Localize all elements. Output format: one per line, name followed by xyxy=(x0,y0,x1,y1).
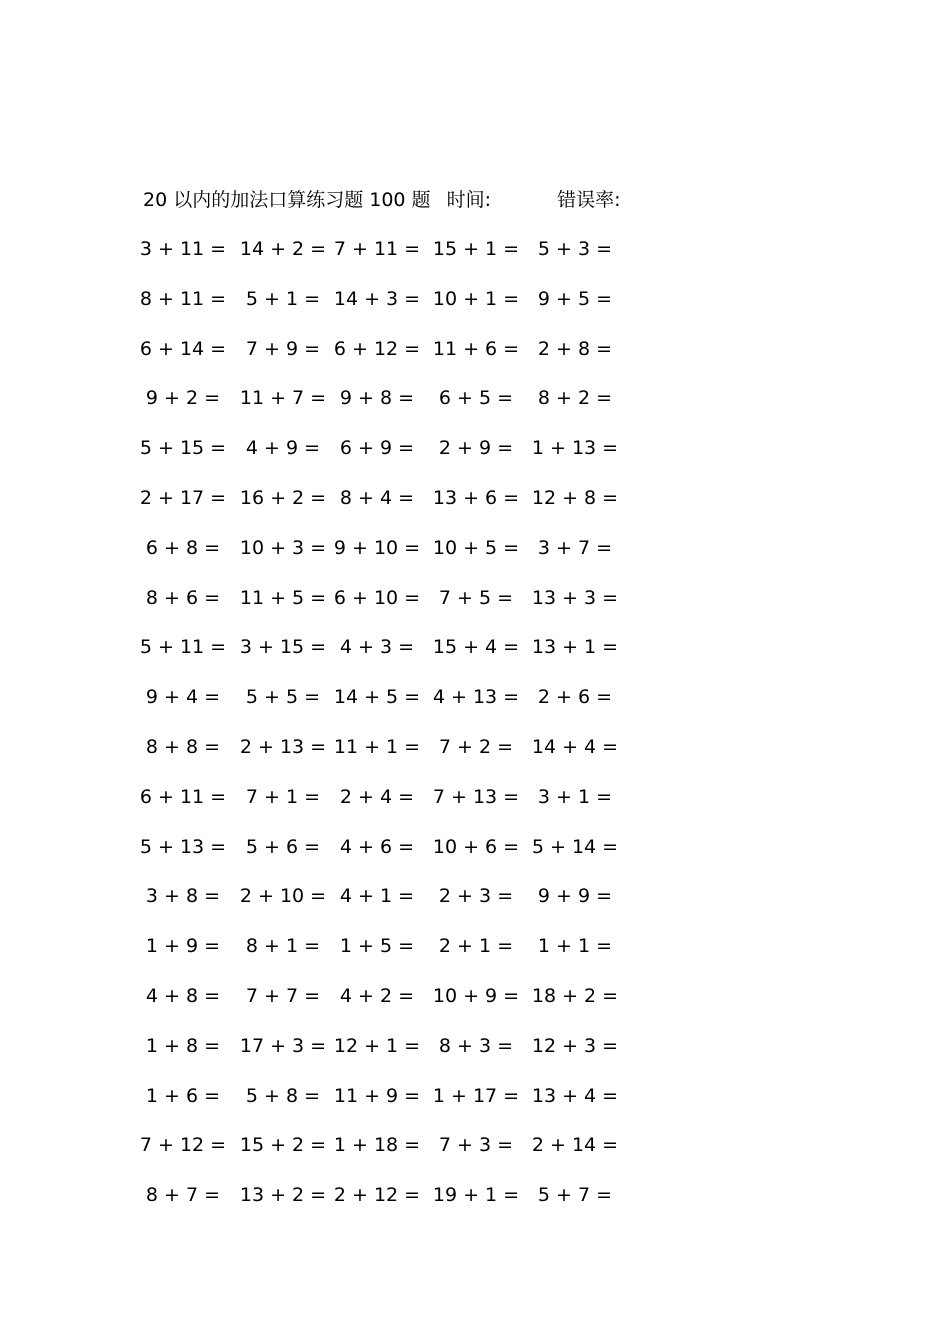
addition-problem: 6 + 11 = xyxy=(139,785,227,808)
addition-problem: 2 + 8 = xyxy=(537,337,613,360)
problem-row xyxy=(0,433,950,463)
addition-problem: 7 + 11 = xyxy=(333,238,421,260)
addition-problem: 14 + 4 = xyxy=(531,736,619,758)
problem-row xyxy=(0,632,950,662)
addition-problem: 2 + 10 = xyxy=(239,885,327,908)
addition-problem: 9 + 10 = xyxy=(333,536,421,559)
addition-problem: 11 + 6 = xyxy=(432,337,520,360)
problem-row xyxy=(0,284,950,314)
addition-problem: 13 + 1 = xyxy=(531,636,619,659)
addition-problem: 13 + 6 = xyxy=(432,487,520,509)
problem-row xyxy=(0,782,950,812)
addition-problem: 13 + 4 = xyxy=(531,1084,619,1107)
addition-problem: 2 + 17 = xyxy=(139,487,227,509)
addition-problem: 14 + 5 = xyxy=(333,686,421,709)
problem-row xyxy=(0,832,950,862)
problem-row xyxy=(0,1130,950,1160)
addition-problem: 11 + 1 = xyxy=(333,736,421,758)
problem-row xyxy=(0,383,950,413)
addition-problem: 19 + 1 = xyxy=(432,1184,520,1207)
addition-problem: 7 + 9 = xyxy=(245,337,321,360)
addition-problem: 1 + 9 = xyxy=(145,935,221,958)
problem-row xyxy=(0,682,950,712)
addition-problem: 3 + 11 = xyxy=(139,238,227,260)
addition-problem: 3 + 8 = xyxy=(145,885,221,908)
addition-problem: 10 + 3 = xyxy=(239,536,327,559)
problem-row xyxy=(0,234,950,264)
addition-problem: 2 + 6 = xyxy=(537,686,613,709)
addition-problem: 9 + 5 = xyxy=(537,287,613,310)
addition-problem: 4 + 2 = xyxy=(339,985,415,1007)
addition-problem: 17 + 3 = xyxy=(239,1034,327,1057)
problem-row xyxy=(0,732,950,762)
addition-problem: 18 + 2 = xyxy=(531,985,619,1007)
addition-problem: 8 + 6 = xyxy=(145,586,221,609)
addition-problem: 9 + 8 = xyxy=(339,387,415,410)
addition-problem: 13 + 2 = xyxy=(239,1184,327,1207)
addition-problem: 7 + 2 = xyxy=(438,736,514,758)
problem-row xyxy=(0,334,950,364)
addition-problem: 8 + 8 = xyxy=(145,736,221,758)
problem-row xyxy=(0,1081,950,1111)
addition-problem: 4 + 1 = xyxy=(339,885,415,908)
problem-row xyxy=(0,1180,950,1210)
addition-problem: 9 + 9 = xyxy=(537,885,613,908)
addition-problem: 2 + 9 = xyxy=(438,437,514,460)
addition-problem: 1 + 5 = xyxy=(339,935,415,958)
addition-problem: 11 + 7 = xyxy=(239,387,327,410)
addition-problem: 6 + 14 = xyxy=(139,337,227,360)
addition-problem: 9 + 2 = xyxy=(145,387,221,410)
time-label: 时间: xyxy=(446,189,492,211)
addition-problem: 11 + 5 = xyxy=(239,586,327,609)
worksheet-header xyxy=(143,186,620,214)
problem-row xyxy=(0,483,950,513)
addition-problem: 5 + 8 = xyxy=(245,1084,321,1107)
addition-problem: 8 + 11 = xyxy=(139,287,227,310)
addition-problem: 1 + 6 = xyxy=(145,1084,221,1107)
addition-problem: 8 + 7 = xyxy=(145,1184,221,1207)
addition-problem: 1 + 8 = xyxy=(145,1034,221,1057)
addition-problem: 4 + 13 = xyxy=(432,686,520,709)
addition-problem: 7 + 1 = xyxy=(245,785,321,808)
problem-row xyxy=(0,1031,950,1061)
addition-problem: 3 + 7 = xyxy=(537,536,613,559)
addition-problem: 10 + 5 = xyxy=(432,536,520,559)
addition-problem: 3 + 1 = xyxy=(537,785,613,808)
addition-problem: 1 + 17 = xyxy=(432,1084,520,1107)
addition-problem: 7 + 5 = xyxy=(438,586,514,609)
addition-problem: 12 + 8 = xyxy=(531,487,619,509)
addition-problem: 10 + 6 = xyxy=(432,835,520,858)
addition-problem: 8 + 2 = xyxy=(537,387,613,410)
addition-problem: 5 + 3 = xyxy=(537,238,613,260)
addition-problem: 5 + 13 = xyxy=(139,835,227,858)
addition-problem: 2 + 14 = xyxy=(531,1134,619,1157)
addition-problem: 1 + 13 = xyxy=(531,437,619,460)
addition-problem: 6 + 5 = xyxy=(438,387,514,410)
addition-problem: 1 + 18 = xyxy=(333,1134,421,1157)
addition-problem: 16 + 2 = xyxy=(239,487,327,509)
addition-problem: 2 + 1 = xyxy=(438,935,514,958)
addition-problem: 4 + 3 = xyxy=(339,636,415,659)
addition-problem: 4 + 8 = xyxy=(145,985,221,1007)
error-rate-label: 错误率: xyxy=(557,189,621,211)
addition-problem: 2 + 3 = xyxy=(438,885,514,908)
addition-problem: 12 + 1 = xyxy=(333,1034,421,1057)
problem-row xyxy=(0,583,950,613)
addition-problem: 4 + 9 = xyxy=(245,437,321,460)
problem-row xyxy=(0,533,950,563)
addition-problem: 10 + 9 = xyxy=(432,985,520,1007)
addition-problem: 6 + 9 = xyxy=(339,437,415,460)
problem-row xyxy=(0,881,950,911)
addition-problem: 11 + 9 = xyxy=(333,1084,421,1107)
addition-problem: 8 + 3 = xyxy=(438,1034,514,1057)
addition-problem: 6 + 12 = xyxy=(333,337,421,360)
addition-problem: 10 + 1 = xyxy=(432,287,520,310)
addition-problem: 12 + 3 = xyxy=(531,1034,619,1057)
addition-problem: 5 + 14 = xyxy=(531,835,619,858)
addition-problem: 9 + 4 = xyxy=(145,686,221,709)
addition-problem: 4 + 6 = xyxy=(339,835,415,858)
addition-problem: 5 + 1 = xyxy=(245,287,321,310)
addition-problem: 15 + 4 = xyxy=(432,636,520,659)
addition-problem: 5 + 6 = xyxy=(245,835,321,858)
addition-problem: 2 + 4 = xyxy=(339,785,415,808)
addition-problem: 2 + 12 = xyxy=(333,1184,421,1207)
addition-problem: 5 + 5 = xyxy=(245,686,321,709)
addition-problem: 5 + 7 = xyxy=(537,1184,613,1207)
addition-problem: 6 + 10 = xyxy=(333,586,421,609)
addition-problem: 7 + 3 = xyxy=(438,1134,514,1157)
addition-problem: 7 + 12 = xyxy=(139,1134,227,1157)
problem-row xyxy=(0,981,950,1011)
addition-problem: 5 + 15 = xyxy=(139,437,227,460)
addition-problem: 14 + 2 = xyxy=(239,238,327,260)
addition-problem: 2 + 13 = xyxy=(239,736,327,758)
worksheet-title: 20 以内的加法口算练习题 100 题 xyxy=(143,189,431,211)
addition-problem: 13 + 3 = xyxy=(531,586,619,609)
addition-problem: 7 + 13 = xyxy=(432,785,520,808)
problem-row xyxy=(0,931,950,961)
addition-problem: 1 + 1 = xyxy=(537,935,613,958)
addition-problem: 15 + 2 = xyxy=(239,1134,327,1157)
addition-problem: 3 + 15 = xyxy=(239,636,327,659)
addition-problem: 5 + 11 = xyxy=(139,636,227,659)
addition-problem: 8 + 1 = xyxy=(245,935,321,958)
addition-problem: 7 + 7 = xyxy=(245,985,321,1007)
addition-problem: 15 + 1 = xyxy=(432,238,520,260)
addition-problem: 8 + 4 = xyxy=(339,487,415,509)
addition-problem: 14 + 3 = xyxy=(333,287,421,310)
addition-problem: 6 + 8 = xyxy=(145,536,221,559)
